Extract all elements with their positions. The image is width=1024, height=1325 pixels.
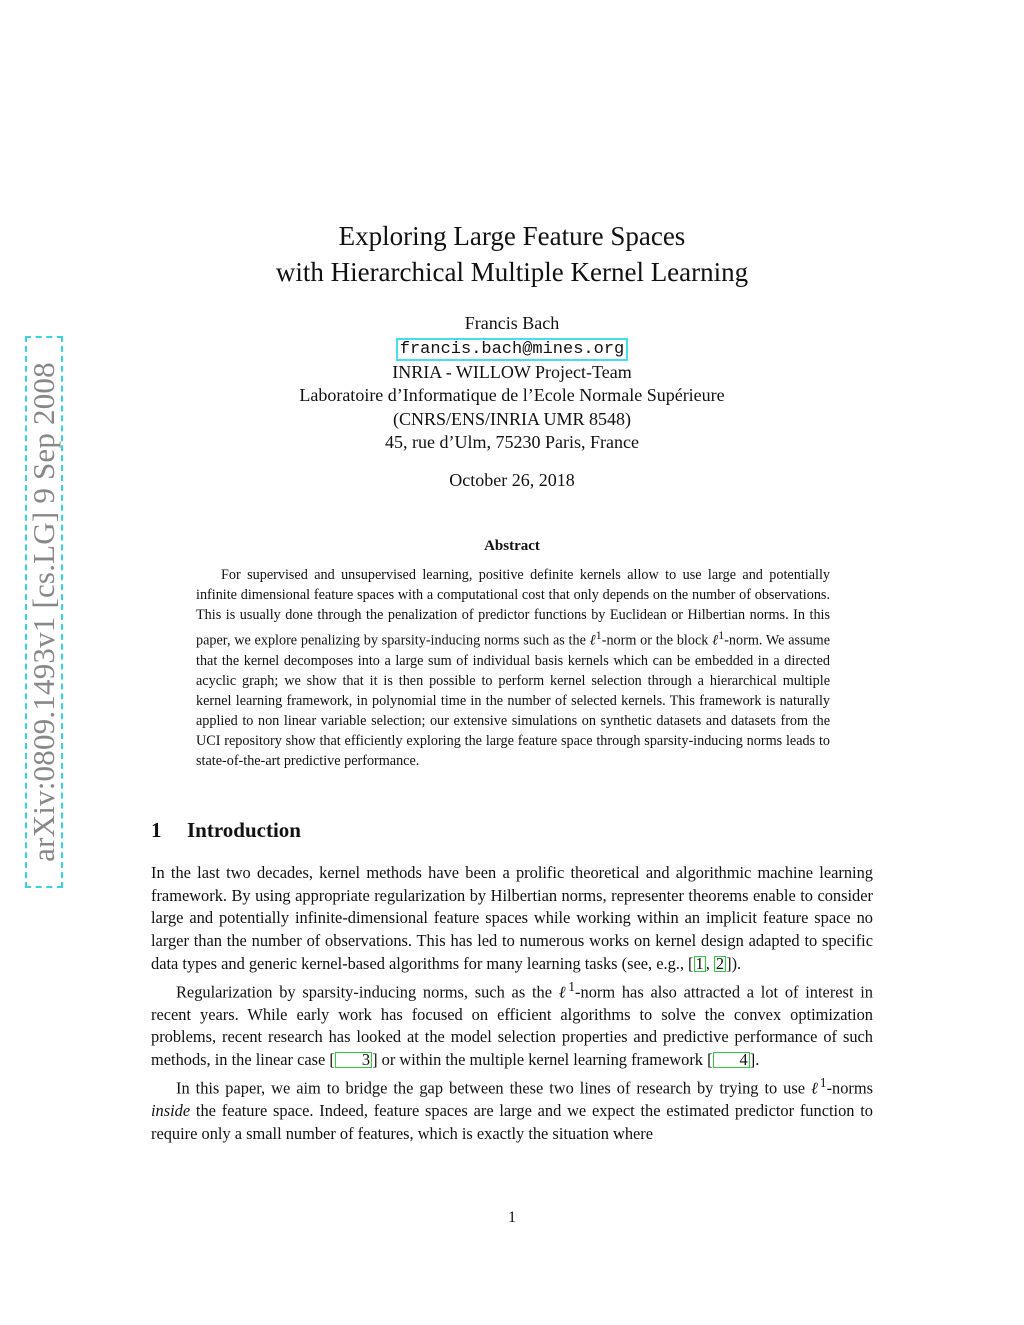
abstract-heading: Abstract	[484, 538, 540, 554]
citation-link[interactable]: 3	[335, 1052, 372, 1068]
emphasis-inside: inside	[151, 1100, 191, 1120]
citation-link[interactable]: 2	[715, 953, 725, 973]
intro-paragraph: In the last two decades, kernel methods have been a prolific theoretical and algorithmic machine learning framework. By using appropriate regularization by Hilbertian norms, representer theorems enable to consider large and potentially infinite-dimensional feature spaces while working within an implicit feature space no larger than the number of observations. This has led to numerous works on kernel design adapted to specific data types and generic kernel-based algorithms for many learning tasks (see, e.g., [ 1 , 2 ]).	[151, 863, 873, 973]
affiliation-line: (CNRS/ENS/INRIA UMR 8548)	[392, 408, 632, 429]
page-number: 1	[508, 1209, 516, 1226]
introduction-body	[151, 862, 873, 1145]
citation-link[interactable]: 1	[695, 953, 704, 973]
section-number: 1	[151, 818, 162, 842]
ell-symbol: ℓ	[558, 981, 569, 1001]
intro-paragraph: Regularization by sparsity-inducing norms, such as the ℓ$^1$-norm has also attracted a lot of interest in recent years. While early work has focused on efficient algorithms to solve the convex optimization problems, recent research has looked at the model selection properties and predictive performance of such methods, in the linear case [ 3 ] or within the multiple kernel learning framework [ 4 ].	[151, 978, 873, 1070]
ell-symbol: ℓ	[811, 1078, 820, 1098]
abstract-text: For supervised and unsupervised learning, positive definite kernels allow to use large and potentially infinite dimensional feature spaces with a computational cost that only depends on the number of observations. This is usually done through the penalization of predictor functions by Euclidean or Hilbertian norms. In this paper, we explore penalizing by sparsity-inducing norms such as the ℓ$^1$-norm or the block ℓ$^1$-norm. We assume that the kernel decomposes into a large sum of individual basis kernels which can be embedded in a directed acyclic graph; we show that it is then possible to perform kernel selection through a hierarchical multiple kernel learning framework, in polynomial time in the number of selected kernels. This framework is naturally applied to non linear variable selection; our extensive simulations on synthetic datasets and datasets from the UCI repository show that efficiently exploring the large feature space through sparsity-inducing norms leads to state-of-the-art predictive performance.	[196, 567, 831, 769]
title-line-1: Exploring Large Feature Spaces	[338, 221, 686, 251]
section-heading-introduction	[151, 818, 301, 843]
ell-symbol: ℓ	[712, 632, 719, 649]
paper-date: October 26, 2018	[449, 470, 575, 490]
title-line-2: with Hierarchical Multiple Kernel Learning	[275, 257, 749, 287]
intro-paragraph: In this paper, we aim to bridge the gap between these two lines of research by trying to use ℓ$^1$-norms inside the feature space. Indeed, feature spaces are large and we expect the estimated predictor function to require only a small number of features, which is exactly the situation where	[151, 1074, 873, 1143]
author-block	[0, 312, 1024, 455]
citation-link[interactable]: 4	[713, 1052, 750, 1068]
author-name: Francis Bach	[464, 313, 560, 333]
arxiv-identifier[interactable]: arXiv:0809.1493v1 [cs.LG] 9 Sep 2008	[26, 362, 61, 862]
affiliation-line: Laboratoire d’Informatique de l’Ecole Normale Supérieure	[299, 385, 725, 405]
affiliation-line: 45, rue d’Ulm, 75230 Paris, France	[385, 432, 639, 452]
author-email-link[interactable]: francis.bach@mines.org	[396, 338, 628, 361]
ell-symbol: ℓ	[589, 632, 596, 649]
section-title: Introduction	[187, 818, 301, 842]
affiliation-line: INRIA - WILLOW Project-Team	[392, 361, 632, 382]
paper-title	[0, 218, 1024, 290]
